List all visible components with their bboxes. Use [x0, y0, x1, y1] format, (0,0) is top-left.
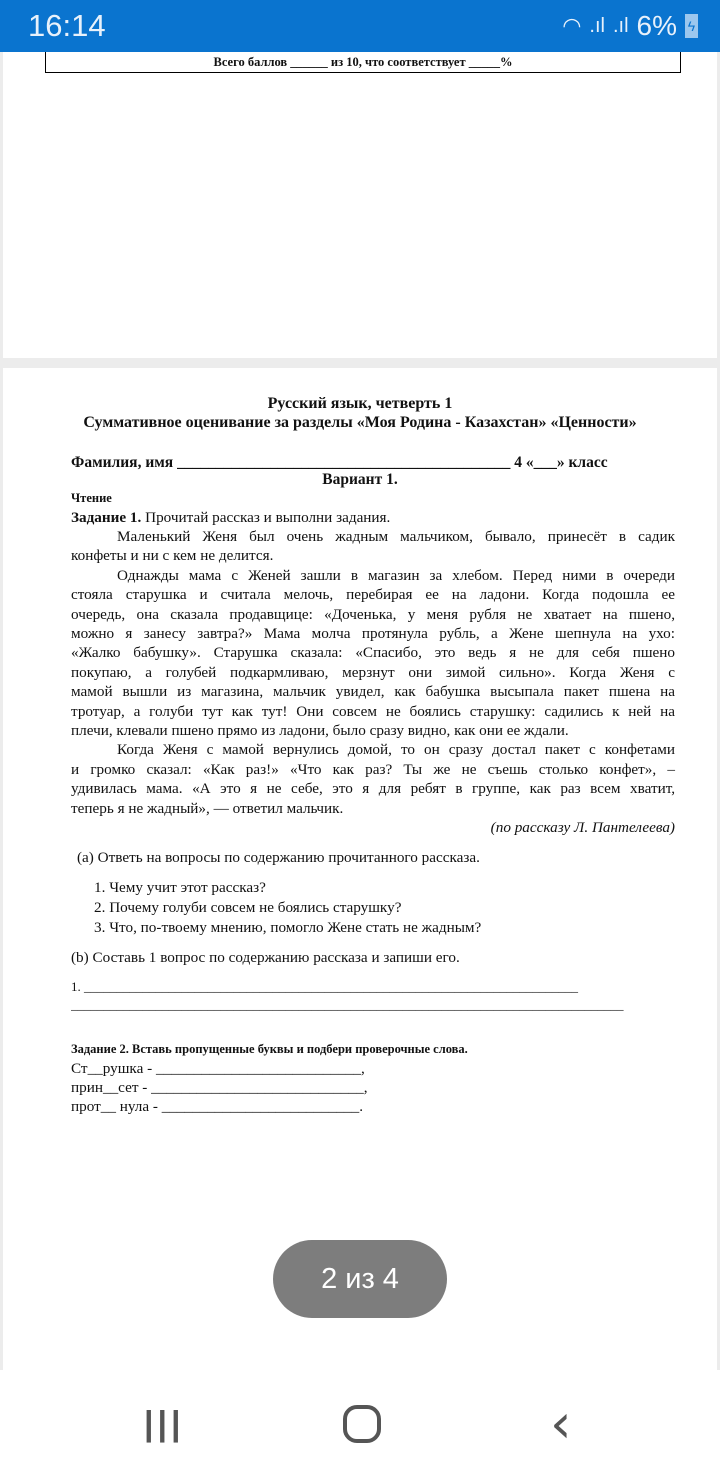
story-line: покупаю, а голубей подкармливаю, мерзнут они зимой сильно». Когда Женя с	[71, 663, 675, 681]
document-page-2	[3, 368, 717, 1370]
score-line: Всего баллов ______ из 10, что соответствует _____%	[45, 52, 681, 73]
part-a-label: (a) Ответь на вопросы по содержанию прочитанного рассказа.	[77, 849, 480, 866]
signal-icon: .ıl	[612, 14, 629, 37]
part-b-label: (b) Составь 1 вопрос по содержанию рассказа и запиши его.	[71, 949, 460, 966]
wifi-icon: ◠	[562, 13, 582, 38]
doc-title: Русский язык, четверть 1	[267, 395, 453, 412]
task2-item-1: Ст__рушка - ___________________________,	[71, 1060, 365, 1077]
task1-text: Прочитай рассказ и выполни задания.	[141, 509, 391, 526]
question-1: 1. Чему учит этот рассказ?	[94, 879, 266, 896]
battery-charging-icon: ϟ	[685, 14, 698, 38]
story-line: можно я занесу завтра?» Мама молча протянула рубль, а Жене шепнула на ухо:	[71, 625, 675, 642]
story-line: «Жалко бабушку». Старушка сказала: «Спасибо, это ведь я не для себя пшено	[71, 644, 675, 662]
task2-heading: Задание 2. Вставь пропущенные буквы и подбери проверочные слова.	[71, 1042, 468, 1056]
task1-heading	[71, 508, 675, 527]
story-line: тротуар, а голуби тут как тут! Они совсем не боялись старушку: садились к ней на	[71, 702, 675, 720]
signal-icon: .ıl	[589, 14, 605, 37]
story-line: мамой вышли из магазина, мальчик увидел, как бабушка высыпала пакет пшена на	[71, 683, 675, 701]
answer-line-1: 1. ____________________________________________________________________________	[71, 979, 578, 994]
story-line: и громко сказал: «Как раз!» «Что как раз? Ты же не съешь столько конфет», –	[71, 760, 675, 778]
document-page-1	[3, 52, 717, 358]
story-line: стояла старушка и считала мелочь, перебирая ее на ладони. Когда подошла ее	[71, 586, 675, 604]
status-bar	[0, 0, 720, 52]
name-field-line: Фамилия, имя ___________________________________________ 4 «___» класс	[71, 454, 608, 471]
story-line: плечи, клевали пшено прямо из ладони, было сразу видно, как они ее ждали.	[71, 722, 569, 739]
variant-label: Вариант 1.	[322, 471, 398, 488]
task2-item-3: прот__ нула - __________________________.	[71, 1098, 363, 1115]
answer-line-2: _____________________________________________________________________________________	[71, 997, 624, 1012]
story-line: удивилась мама. «А это я не себе, это я для ребят в группе, как раз всем хватит,	[71, 780, 675, 798]
battery-text: 6%	[636, 10, 677, 41]
home-button[interactable]	[343, 1405, 381, 1443]
page-indicator: 2 из 4	[273, 1240, 447, 1318]
story-line: Однажды мама с Женей зашли в магазин за хлебом. Перед ними в очереди	[117, 566, 675, 584]
story-line: очередь, она сказала продавщице: «Доченька, у меня рубля не хватает на пшено,	[71, 605, 675, 623]
question-2: 2. Почему голуби совсем не боялись старушку?	[94, 899, 402, 916]
doc-subtitle: Суммативное оценивание за разделы «Моя Родина - Казахстан» «Ценности»	[83, 414, 637, 431]
navigation-bar	[0, 1370, 720, 1480]
story-line: теперь я не жадный», — ответил мальчик.	[71, 799, 344, 817]
story-line: Маленький Женя был очень жадным мальчиком, бывало, принесёт в садик	[117, 528, 675, 545]
story-source: (по рассказу Л. Пантелеева)	[490, 819, 675, 836]
story-line: Когда Женя с мамой вернулись домой, то он сразу достал пакет с конфетами	[117, 741, 675, 759]
story-line: конфеты и ни с кем не делится.	[71, 547, 274, 565]
back-button[interactable]: ‹	[550, 1392, 572, 1455]
recents-button[interactable]: |||	[144, 1405, 185, 1443]
task2-item-2: прин__сет - ____________________________,	[71, 1079, 368, 1096]
question-3: 3. Что, по-твоему мнению, помогло Жене стать не жадным?	[94, 919, 482, 936]
clock: 16:14	[28, 8, 106, 43]
task1-label: Задание 1.	[71, 509, 142, 526]
section-label: Чтение	[71, 491, 112, 505]
